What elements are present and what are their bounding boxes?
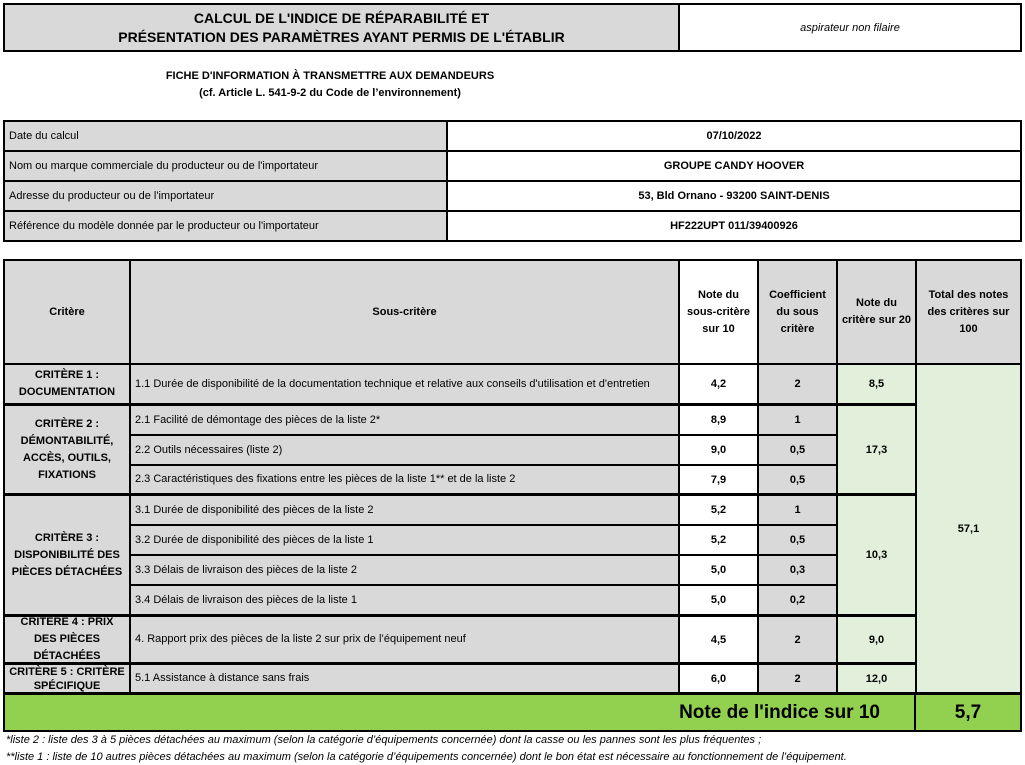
note10-3-1: 5,2: [679, 495, 758, 525]
note10-5-1: 6,0: [679, 664, 758, 693]
coef-2-3: 0,5: [758, 465, 837, 495]
coef-3-3: 0,3: [758, 555, 837, 585]
title-line-2: PRÉSENTATION DES PARAMÈTRES AYANT PERMIS DE L'ÉTABLIR: [118, 28, 565, 45]
total-score-100: 57,1: [916, 364, 1021, 693]
subcriterion-1-1: 1.1 Durée de disponibilité de la documentation technique et relative aux conseils d'utilisation et d'entretien: [130, 364, 679, 405]
header-total: Total des notes des critères sur 100: [916, 260, 1021, 364]
subheader-line-2: (cf. Article L. 541-9-2 du Code de l’environnement): [199, 87, 461, 99]
title-line-1: CALCUL DE L'INDICE DE RÉPARABILITÉ ET: [193, 9, 490, 26]
header-note-sous-critere: Note du sous-critère sur 10: [679, 260, 758, 364]
coef-3-2: 0,5: [758, 525, 837, 555]
subcriterion-2-3: 2.3 Caractéristiques des fixations entre les pièces de la liste 1** et de la liste 2: [130, 465, 679, 495]
subcriterion-3-2: 3.2 Durée de disponibilité des pièces de la liste 1: [130, 525, 679, 555]
subheader: [0, 68, 660, 102]
header-note-critere: Note du critère sur 20: [837, 260, 916, 364]
note10-3-3: 5,0: [679, 555, 758, 585]
info-label-reference: Référence du modèle donnée par le producteur ou l'importateur: [4, 211, 447, 241]
criterion-4: CRITÈRE 4 : PRIX DES PIÈCES DÉTACHÉES: [4, 616, 130, 664]
subcriterion-5-1: 5.1 Assistance à distance sans frais: [130, 664, 679, 693]
subcriterion-3-3: 3.3 Délais de livraison des pièces de la liste 2: [130, 555, 679, 585]
note10-2-3: 7,9: [679, 465, 758, 495]
subheader-line-1: FICHE D'INFORMATION À TRANSMETTRE AUX DEMANDEURS: [165, 70, 495, 82]
info-value-address: 53, Bld Ornano - 93200 SAINT-DENIS: [447, 181, 1021, 211]
criterion-2: CRITÈRE 2 : DÉMONTABILITÉ, ACCÈS, OUTILS, FIXATIONS: [4, 405, 130, 495]
info-value-brand: GROUPE CANDY HOOVER: [447, 151, 1021, 181]
note20-criterion-5: 12,0: [837, 664, 916, 693]
final-score-label-cell: [3, 693, 916, 732]
coef-4: 2: [758, 616, 837, 664]
coef-1-1: 2: [758, 364, 837, 405]
subcriterion-3-4: 3.4 Délais de livraison des pièces de la liste 1: [130, 585, 679, 616]
coef-3-1: 1: [758, 495, 837, 525]
coef-3-4: 0,2: [758, 585, 837, 616]
document-title: [3, 3, 680, 52]
footnote-liste-2: *liste 2 : liste des 3 à 5 pièces détachées au maximum (selon la catégorie d’équipements concernée) dont la casse ou les pannes sont les plus fréquentes ;: [6, 734, 762, 746]
note10-3-4: 5,0: [679, 585, 758, 616]
note10-2-2: 9,0: [679, 435, 758, 465]
criterion-1: CRITÈRE 1 : DOCUMENTATION: [4, 364, 130, 405]
final-score-label: Note de l'indice sur 10: [679, 701, 880, 723]
subcriterion-2-2: 2.2 Outils nécessaires (liste 2): [130, 435, 679, 465]
info-label-address: Adresse du producteur ou de l'importateur: [4, 181, 447, 211]
note10-4: 4,5: [679, 616, 758, 664]
note10-2-1: 8,9: [679, 405, 758, 435]
subcriterion-2-1: 2.1 Facilité de démontage des pièces de la liste 2*: [130, 405, 679, 435]
coef-2-1: 1: [758, 405, 837, 435]
info-label-brand: Nom ou marque commerciale du producteur ou de l'importateur: [4, 151, 447, 181]
note20-criterion-2: 17,3: [837, 405, 916, 495]
footnote-liste-1: **liste 1 : liste de 10 autres pièces détachées au maximum (selon la catégorie d’équipements concernée) dont le bon état est nécessaire au fonctionnement de l’équipement.: [6, 751, 847, 763]
coef-5-1: 2: [758, 664, 837, 693]
info-value-date: 07/10/2022: [447, 121, 1021, 151]
header-critere: Critère: [4, 260, 130, 364]
final-score-value: 5,7: [914, 693, 1022, 732]
note20-criterion-1: 8,5: [837, 364, 916, 405]
criterion-3: CRITÈRE 3 : DISPONIBILITÉ DES PIÈCES DÉTACHÉES: [4, 495, 130, 616]
info-label-date: Date du calcul: [4, 121, 447, 151]
product-type: [678, 3, 1022, 52]
coef-2-2: 0,5: [758, 435, 837, 465]
note10-3-2: 5,2: [679, 525, 758, 555]
info-value-reference: HF222UPT 011/39400926: [447, 211, 1021, 241]
note20-criterion-3: 10,3: [837, 495, 916, 616]
note20-criterion-4: 9,0: [837, 616, 916, 664]
header-sous-critere: Sous-critère: [130, 260, 679, 364]
criterion-5: CRITÈRE 5 : CRITÈRE SPÉCIFIQUE: [4, 664, 130, 693]
subcriterion-4: 4. Rapport prix des pièces de la liste 2 sur prix de l’équipement neuf: [130, 616, 679, 664]
product-type-text: aspirateur non filaire: [800, 21, 900, 34]
header-coefficient: Coefficient du sous critère: [758, 260, 837, 364]
note10-1-1: 4,2: [679, 364, 758, 405]
subcriterion-3-1: 3.1 Durée de disponibilité des pièces de la liste 2: [130, 495, 679, 525]
